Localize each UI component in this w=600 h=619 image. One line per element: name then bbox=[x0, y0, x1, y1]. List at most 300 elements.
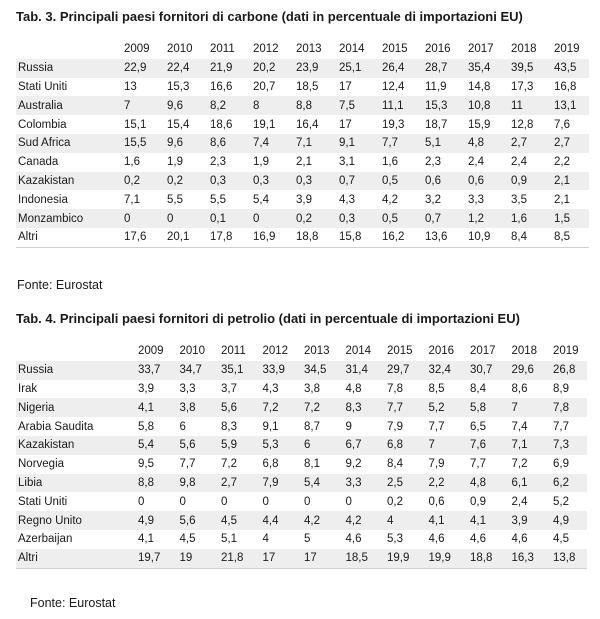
value-cell: 5 bbox=[296, 530, 338, 549]
value-cell: 5,8 bbox=[130, 417, 172, 436]
year-header: 2009 bbox=[130, 342, 172, 361]
value-cell: 4,6 bbox=[462, 530, 504, 549]
table3-source: Fonte: Eurostat bbox=[17, 278, 103, 292]
value-cell: 5,6 bbox=[172, 511, 214, 530]
value-cell: 1,5 bbox=[546, 209, 589, 228]
country-cell: Irak bbox=[16, 380, 130, 399]
value-cell: 35,1 bbox=[213, 361, 255, 380]
value-cell: 7,8 bbox=[545, 398, 587, 417]
country-cell: Indonesia bbox=[16, 190, 116, 209]
value-cell: 2,7 bbox=[213, 474, 255, 493]
value-cell: 30,7 bbox=[462, 361, 504, 380]
value-cell: 4,2 bbox=[296, 511, 338, 530]
value-cell: 4,2 bbox=[374, 190, 417, 209]
year-header: 2014 bbox=[331, 40, 374, 59]
year-header: 2019 bbox=[546, 40, 589, 59]
year-header: 2011 bbox=[202, 40, 245, 59]
value-cell: 18,6 bbox=[202, 115, 245, 134]
value-cell: 7,5 bbox=[331, 96, 374, 115]
value-cell: 6,7 bbox=[338, 436, 380, 455]
value-cell: 17 bbox=[296, 549, 338, 568]
value-cell: 7,3 bbox=[545, 436, 587, 455]
year-header: 2018 bbox=[504, 342, 546, 361]
value-cell: 7 bbox=[504, 398, 546, 417]
value-cell: 0,5 bbox=[374, 172, 417, 191]
table-row bbox=[16, 474, 587, 493]
value-cell: 5,8 bbox=[462, 398, 504, 417]
value-cell: 7,6 bbox=[462, 436, 504, 455]
value-cell: 7 bbox=[116, 96, 159, 115]
value-cell: 8,6 bbox=[504, 380, 546, 399]
year-header: 2016 bbox=[417, 40, 460, 59]
value-cell: 35,4 bbox=[460, 59, 503, 78]
header-row bbox=[16, 40, 589, 59]
value-cell: 31,4 bbox=[338, 361, 380, 380]
value-cell: 19,9 bbox=[379, 549, 421, 568]
value-cell: 4,1 bbox=[421, 511, 463, 530]
year-header: 2011 bbox=[213, 342, 255, 361]
year-header: 2010 bbox=[159, 40, 202, 59]
value-cell: 4,6 bbox=[338, 530, 380, 549]
value-cell: 0,2 bbox=[379, 492, 421, 511]
value-cell: 7,7 bbox=[545, 417, 587, 436]
country-cell: Regno Unito bbox=[16, 511, 130, 530]
value-cell: 17,3 bbox=[503, 78, 546, 97]
value-cell: 6,8 bbox=[255, 455, 297, 474]
country-cell: Russia bbox=[16, 361, 130, 380]
value-cell: 11,9 bbox=[417, 78, 460, 97]
value-cell: 9,6 bbox=[159, 134, 202, 153]
value-cell: 0,2 bbox=[116, 172, 159, 191]
value-cell: 0,3 bbox=[202, 172, 245, 191]
table-row bbox=[16, 417, 587, 436]
value-cell: 34,5 bbox=[296, 361, 338, 380]
value-cell: 0 bbox=[255, 492, 297, 511]
value-cell: 22,9 bbox=[116, 59, 159, 78]
value-cell: 7,9 bbox=[379, 417, 421, 436]
value-cell: 2,7 bbox=[546, 134, 589, 153]
value-cell: 7,7 bbox=[462, 455, 504, 474]
value-cell: 16,4 bbox=[288, 115, 331, 134]
value-cell: 7,9 bbox=[255, 474, 297, 493]
value-cell: 5,4 bbox=[296, 474, 338, 493]
value-cell: 8,5 bbox=[421, 380, 463, 399]
value-cell: 4,9 bbox=[545, 511, 587, 530]
value-cell: 33,9 bbox=[255, 361, 297, 380]
value-cell: 17 bbox=[331, 78, 374, 97]
value-cell: 6,2 bbox=[545, 474, 587, 493]
year-header: 2017 bbox=[460, 40, 503, 59]
value-cell: 3,9 bbox=[130, 380, 172, 399]
value-cell: 8 bbox=[245, 96, 288, 115]
value-cell: 21,9 bbox=[202, 59, 245, 78]
value-cell: 0,9 bbox=[503, 172, 546, 191]
value-cell: 4,5 bbox=[545, 530, 587, 549]
value-cell: 4,1 bbox=[130, 530, 172, 549]
table-row bbox=[16, 549, 587, 568]
value-cell: 17,8 bbox=[202, 228, 245, 247]
value-cell: 16,6 bbox=[202, 78, 245, 97]
value-cell: 4,4 bbox=[255, 511, 297, 530]
value-cell: 2,3 bbox=[202, 153, 245, 172]
header-row bbox=[16, 342, 587, 361]
value-cell: 26,4 bbox=[374, 59, 417, 78]
value-cell: 0,2 bbox=[159, 172, 202, 191]
value-cell: 7,7 bbox=[374, 134, 417, 153]
value-cell: 15,3 bbox=[417, 96, 460, 115]
value-cell: 7,6 bbox=[546, 115, 589, 134]
value-cell: 2,1 bbox=[546, 190, 589, 209]
table-row bbox=[16, 492, 587, 511]
value-cell: 10,9 bbox=[460, 228, 503, 247]
value-cell: 8,2 bbox=[202, 96, 245, 115]
value-cell: 4,2 bbox=[338, 511, 380, 530]
value-cell: 2,4 bbox=[504, 492, 546, 511]
year-header: 2015 bbox=[379, 342, 421, 361]
country-cell: Canada bbox=[16, 153, 116, 172]
value-cell: 9,2 bbox=[338, 455, 380, 474]
value-cell: 4,3 bbox=[255, 380, 297, 399]
value-cell: 7,1 bbox=[116, 190, 159, 209]
value-cell: 4,6 bbox=[504, 530, 546, 549]
oil-suppliers-table bbox=[16, 342, 587, 569]
value-cell: 0,3 bbox=[288, 172, 331, 191]
year-header: 2016 bbox=[421, 342, 463, 361]
value-cell: 4,5 bbox=[213, 511, 255, 530]
value-cell: 17 bbox=[255, 549, 297, 568]
table-row bbox=[16, 134, 589, 153]
table-row bbox=[16, 96, 589, 115]
value-cell: 13,1 bbox=[546, 96, 589, 115]
value-cell: 6,5 bbox=[462, 417, 504, 436]
country-cell: Kazakistan bbox=[16, 436, 130, 455]
value-cell: 5,2 bbox=[421, 398, 463, 417]
value-cell: 29,7 bbox=[379, 361, 421, 380]
value-cell: 20,7 bbox=[245, 78, 288, 97]
country-cell: Sud Africa bbox=[16, 134, 116, 153]
table4-title: Tab. 4. Principali paesi fornitori di petrolio (dati in percentuale di importazioni EU) bbox=[16, 311, 520, 326]
value-cell: 7,8 bbox=[379, 380, 421, 399]
value-cell: 8,6 bbox=[202, 134, 245, 153]
table-row bbox=[16, 530, 587, 549]
year-header: 2019 bbox=[545, 342, 587, 361]
value-cell: 7,2 bbox=[213, 455, 255, 474]
value-cell: 0,5 bbox=[374, 209, 417, 228]
value-cell: 15,3 bbox=[159, 78, 202, 97]
value-cell: 15,5 bbox=[116, 134, 159, 153]
value-cell: 11,1 bbox=[374, 96, 417, 115]
year-header: 2012 bbox=[255, 342, 297, 361]
header-country-cell bbox=[16, 40, 116, 59]
value-cell: 9,6 bbox=[159, 96, 202, 115]
value-cell: 5,1 bbox=[417, 134, 460, 153]
value-cell: 19,7 bbox=[130, 549, 172, 568]
value-cell: 0,7 bbox=[417, 209, 460, 228]
table-row bbox=[16, 115, 589, 134]
table-row bbox=[16, 398, 587, 417]
value-cell: 8,7 bbox=[296, 417, 338, 436]
table-row bbox=[16, 436, 587, 455]
value-cell: 25,1 bbox=[331, 59, 374, 78]
value-cell: 19,3 bbox=[374, 115, 417, 134]
value-cell: 0,3 bbox=[331, 209, 374, 228]
table-row bbox=[16, 59, 589, 78]
value-cell: 0,6 bbox=[421, 492, 463, 511]
value-cell: 18,5 bbox=[338, 549, 380, 568]
value-cell: 17,6 bbox=[116, 228, 159, 247]
value-cell: 34,7 bbox=[172, 361, 214, 380]
value-cell: 6,1 bbox=[504, 474, 546, 493]
table-row bbox=[16, 228, 589, 247]
value-cell: 0 bbox=[172, 492, 214, 511]
value-cell: 11 bbox=[503, 96, 546, 115]
value-cell: 9,8 bbox=[172, 474, 214, 493]
value-cell: 15,4 bbox=[159, 115, 202, 134]
value-cell: 0,3 bbox=[245, 172, 288, 191]
value-cell: 1,9 bbox=[245, 153, 288, 172]
value-cell: 3,2 bbox=[417, 190, 460, 209]
value-cell: 7,2 bbox=[296, 398, 338, 417]
value-cell: 3,9 bbox=[504, 511, 546, 530]
value-cell: 1,6 bbox=[503, 209, 546, 228]
value-cell: 29,6 bbox=[504, 361, 546, 380]
value-cell: 8,4 bbox=[462, 380, 504, 399]
value-cell: 2,7 bbox=[503, 134, 546, 153]
value-cell: 5,4 bbox=[130, 436, 172, 455]
value-cell: 0 bbox=[213, 492, 255, 511]
value-cell: 23,9 bbox=[288, 59, 331, 78]
value-cell: 16,8 bbox=[546, 78, 589, 97]
value-cell: 5,3 bbox=[255, 436, 297, 455]
value-cell: 16,2 bbox=[374, 228, 417, 247]
value-cell: 8,8 bbox=[288, 96, 331, 115]
value-cell: 2,4 bbox=[503, 153, 546, 172]
value-cell: 16,3 bbox=[504, 549, 546, 568]
value-cell: 0,2 bbox=[288, 209, 331, 228]
value-cell: 3,3 bbox=[338, 474, 380, 493]
year-header: 2013 bbox=[296, 342, 338, 361]
value-cell: 4,8 bbox=[338, 380, 380, 399]
value-cell: 2,2 bbox=[421, 474, 463, 493]
value-cell: 6 bbox=[172, 417, 214, 436]
value-cell: 3,8 bbox=[296, 380, 338, 399]
value-cell: 9,1 bbox=[331, 134, 374, 153]
value-cell: 2,4 bbox=[460, 153, 503, 172]
value-cell: 19,9 bbox=[421, 549, 463, 568]
table-row bbox=[16, 511, 587, 530]
table4-source: Fonte: Eurostat bbox=[30, 596, 116, 610]
value-cell: 13,8 bbox=[545, 549, 587, 568]
country-cell: Azerbaijan bbox=[16, 530, 130, 549]
value-cell: 26,8 bbox=[545, 361, 587, 380]
country-cell: Norvegia bbox=[16, 455, 130, 474]
value-cell: 5,6 bbox=[213, 398, 255, 417]
value-cell: 13,6 bbox=[417, 228, 460, 247]
value-cell: 7,4 bbox=[504, 417, 546, 436]
value-cell: 0 bbox=[116, 209, 159, 228]
value-cell: 4,8 bbox=[462, 474, 504, 493]
value-cell: 9 bbox=[338, 417, 380, 436]
table-row bbox=[16, 78, 589, 97]
value-cell: 7 bbox=[421, 436, 463, 455]
value-cell: 6,9 bbox=[545, 455, 587, 474]
value-cell: 9,1 bbox=[255, 417, 297, 436]
country-cell: Altri bbox=[16, 228, 116, 247]
value-cell: 1,6 bbox=[374, 153, 417, 172]
country-cell: Colombia bbox=[16, 115, 116, 134]
value-cell: 18,8 bbox=[462, 549, 504, 568]
value-cell: 0 bbox=[130, 492, 172, 511]
table-row bbox=[16, 455, 587, 474]
value-cell: 18,7 bbox=[417, 115, 460, 134]
value-cell: 18,5 bbox=[288, 78, 331, 97]
value-cell: 33,7 bbox=[130, 361, 172, 380]
value-cell: 5,1 bbox=[213, 530, 255, 549]
value-cell: 3,3 bbox=[172, 380, 214, 399]
table-row bbox=[16, 190, 589, 209]
country-cell: Kazakistan bbox=[16, 172, 116, 191]
value-cell: 12,4 bbox=[374, 78, 417, 97]
value-cell: 5,4 bbox=[245, 190, 288, 209]
value-cell: 8,4 bbox=[503, 228, 546, 247]
value-cell: 1,2 bbox=[460, 209, 503, 228]
country-cell: Altri bbox=[16, 549, 130, 568]
value-cell: 0,7 bbox=[331, 172, 374, 191]
value-cell: 0,6 bbox=[460, 172, 503, 191]
value-cell: 8,5 bbox=[546, 228, 589, 247]
value-cell: 8,9 bbox=[545, 380, 587, 399]
value-cell: 5,6 bbox=[172, 436, 214, 455]
value-cell: 15,8 bbox=[331, 228, 374, 247]
value-cell: 9,5 bbox=[130, 455, 172, 474]
year-header: 2012 bbox=[245, 40, 288, 59]
country-cell: Stati Uniti bbox=[16, 492, 130, 511]
table3-title: Tab. 3. Principali paesi fornitori di carbone (dati in percentuale di importazioni EU) bbox=[16, 9, 523, 24]
value-cell: 17 bbox=[331, 115, 374, 134]
value-cell: 5,5 bbox=[159, 190, 202, 209]
value-cell: 2,3 bbox=[417, 153, 460, 172]
country-cell: Nigeria bbox=[16, 398, 130, 417]
value-cell: 7,4 bbox=[245, 134, 288, 153]
value-cell: 4,1 bbox=[130, 398, 172, 417]
value-cell: 7,7 bbox=[379, 398, 421, 417]
value-cell: 5,2 bbox=[545, 492, 587, 511]
value-cell: 15,1 bbox=[116, 115, 159, 134]
value-cell: 3,9 bbox=[288, 190, 331, 209]
value-cell: 2,1 bbox=[288, 153, 331, 172]
value-cell: 43,5 bbox=[546, 59, 589, 78]
value-cell: 3,3 bbox=[460, 190, 503, 209]
year-header: 2015 bbox=[374, 40, 417, 59]
value-cell: 8,3 bbox=[213, 417, 255, 436]
value-cell: 12,8 bbox=[503, 115, 546, 134]
value-cell: 4,6 bbox=[421, 530, 463, 549]
year-header: 2010 bbox=[172, 342, 214, 361]
year-header: 2017 bbox=[462, 342, 504, 361]
value-cell: 0 bbox=[296, 492, 338, 511]
value-cell: 8,1 bbox=[296, 455, 338, 474]
value-cell: 32,4 bbox=[421, 361, 463, 380]
value-cell: 1,6 bbox=[116, 153, 159, 172]
year-header: 2009 bbox=[116, 40, 159, 59]
value-cell: 0,1 bbox=[202, 209, 245, 228]
value-cell: 5,3 bbox=[379, 530, 421, 549]
value-cell: 7,7 bbox=[421, 417, 463, 436]
value-cell: 4,8 bbox=[460, 134, 503, 153]
year-header: 2014 bbox=[338, 342, 380, 361]
value-cell: 0 bbox=[159, 209, 202, 228]
value-cell: 10,8 bbox=[460, 96, 503, 115]
year-header: 2013 bbox=[288, 40, 331, 59]
coal-suppliers-table bbox=[16, 40, 589, 248]
value-cell: 3,5 bbox=[503, 190, 546, 209]
country-cell: Monzambico bbox=[16, 209, 116, 228]
value-cell: 4,3 bbox=[331, 190, 374, 209]
value-cell: 3,1 bbox=[331, 153, 374, 172]
value-cell: 7,2 bbox=[255, 398, 297, 417]
value-cell: 0,6 bbox=[417, 172, 460, 191]
value-cell: 4,5 bbox=[172, 530, 214, 549]
value-cell: 16,9 bbox=[245, 228, 288, 247]
country-cell: Russia bbox=[16, 59, 116, 78]
value-cell: 28,7 bbox=[417, 59, 460, 78]
value-cell: 6,8 bbox=[379, 436, 421, 455]
value-cell: 20,1 bbox=[159, 228, 202, 247]
value-cell: 14,8 bbox=[460, 78, 503, 97]
value-cell: 8,4 bbox=[379, 455, 421, 474]
value-cell: 19,1 bbox=[245, 115, 288, 134]
value-cell: 0 bbox=[338, 492, 380, 511]
table-row bbox=[16, 153, 589, 172]
country-cell: Libia bbox=[16, 474, 130, 493]
value-cell: 8,8 bbox=[130, 474, 172, 493]
value-cell: 19 bbox=[172, 549, 214, 568]
value-cell: 7,7 bbox=[172, 455, 214, 474]
value-cell: 4 bbox=[255, 530, 297, 549]
table-row bbox=[16, 209, 589, 228]
value-cell: 5,5 bbox=[202, 190, 245, 209]
value-cell: 22,4 bbox=[159, 59, 202, 78]
country-cell: Australia bbox=[16, 96, 116, 115]
value-cell: 7,2 bbox=[504, 455, 546, 474]
value-cell: 18,8 bbox=[288, 228, 331, 247]
value-cell: 2,5 bbox=[379, 474, 421, 493]
country-cell: Stati Uniti bbox=[16, 78, 116, 97]
value-cell: 4 bbox=[379, 511, 421, 530]
value-cell: 0,9 bbox=[462, 492, 504, 511]
value-cell: 7,1 bbox=[504, 436, 546, 455]
value-cell: 20,2 bbox=[245, 59, 288, 78]
value-cell: 3,8 bbox=[172, 398, 214, 417]
value-cell: 0 bbox=[245, 209, 288, 228]
value-cell: 15,9 bbox=[460, 115, 503, 134]
value-cell: 4,9 bbox=[130, 511, 172, 530]
header-country-cell bbox=[16, 342, 130, 361]
value-cell: 3,7 bbox=[213, 380, 255, 399]
value-cell: 21,8 bbox=[213, 549, 255, 568]
value-cell: 4,1 bbox=[462, 511, 504, 530]
table-row bbox=[16, 361, 587, 380]
value-cell: 2,2 bbox=[546, 153, 589, 172]
value-cell: 7,1 bbox=[288, 134, 331, 153]
table-row bbox=[16, 380, 587, 399]
year-header: 2018 bbox=[503, 40, 546, 59]
table-row bbox=[16, 172, 589, 191]
value-cell: 8,3 bbox=[338, 398, 380, 417]
value-cell: 13 bbox=[116, 78, 159, 97]
country-cell: Arabia Saudita bbox=[16, 417, 130, 436]
value-cell: 2,1 bbox=[546, 172, 589, 191]
